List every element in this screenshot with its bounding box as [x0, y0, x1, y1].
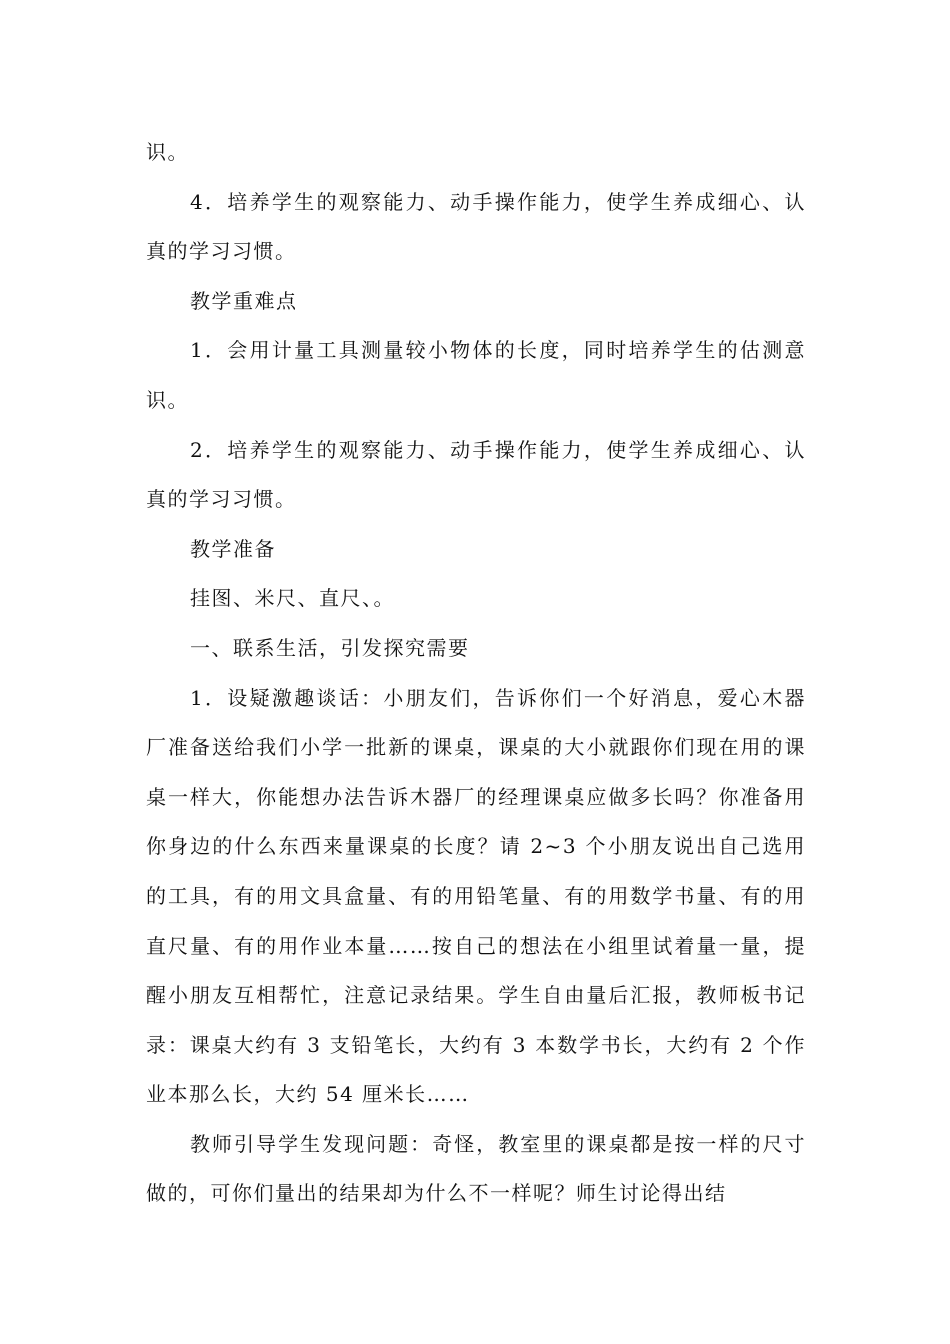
paragraph-key-point-2: 2．培养学生的观察能力、动手操作能力，使学生养成细心、认真的学习习惯。 [146, 437, 806, 512]
document-body [146, 128, 806, 1219]
paragraph-continuation: 识。 [146, 140, 189, 164]
paragraph-activity-1: 1．设疑激趣谈话：小朋友们，告诉你们一个好消息，爱心木器厂准备送给我们小学一批新的课桌，课桌的大小就跟你们现在用的课桌一样大，你能想办法告诉木器厂的经理课桌应做多长吗？你准备用你身边的什么东西来量课桌的长度？请 2~3 个小朋友说出自己选用的工具，有的用文具盒量、有的用铅笔量、有的用数学书量、有的用直尺量、有的用作业本量……按自己的想法在小组里试着量一量，提醒小朋友互相帮忙，注意记录结果。学生自由量后汇报，教师板书记录：课桌大约有 3 支铅笔长，大约有 3 本数学书长，大约有 2 个作业本那么长，大约 54 厘米长…… [146, 685, 806, 1107]
heading-preparation: 教学准备 [190, 536, 276, 561]
paragraph-materials: 挂图、米尺、直尺、。 [190, 586, 395, 611]
paragraph-key-point-1: 1．会用计量工具测量较小物体的长度，同时培养学生的估测意识。 [146, 338, 806, 412]
paragraph-teacher-guidance: 教师引导学生发现问题：奇怪，教室里的课桌都是按一样的尺寸做的，可你们量出的结果却为什么不一样呢？师生讨论得出结 [146, 1131, 806, 1206]
heading-key-points: 教学重难点 [190, 288, 298, 313]
heading-section-1: 一、联系生活，引发探究需要 [190, 635, 470, 660]
paragraph-objective-4: 4．培养学生的观察能力、动手操作能力，使学生养成细心、认真的学习习惯。 [146, 189, 806, 264]
